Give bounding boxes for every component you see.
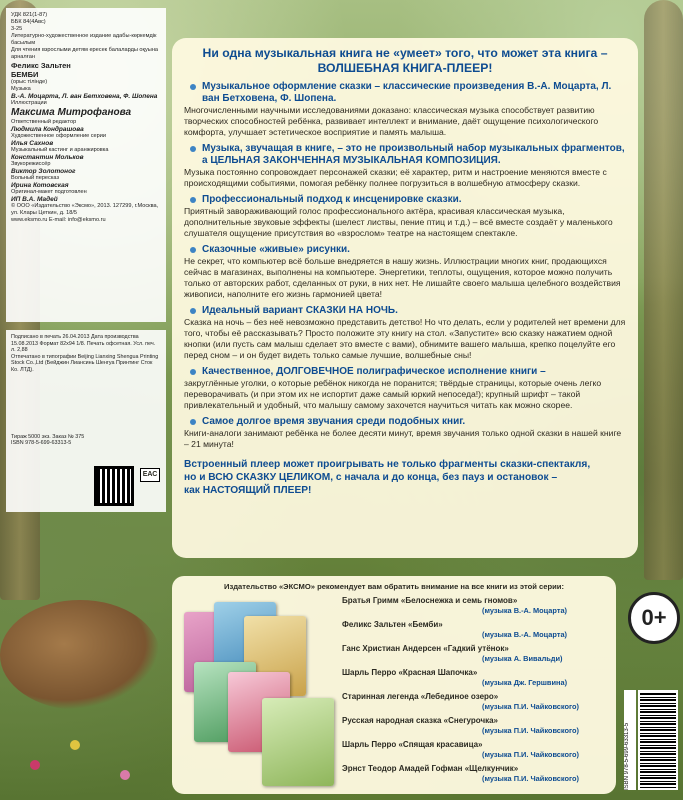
feature-item bbox=[184, 143, 626, 189]
printing-info-block bbox=[6, 330, 166, 512]
feature-text: Приятный завораживающий голос профессионального актёра, красивая классическая музыка, дополнительные звуковые эффекты (шелест листвы, пение птиц и т.д.) – всё вместе создаёт у маленького слушателя ощущение присутствия во «взрослом» театре на настоящем спектакле. bbox=[184, 206, 613, 238]
bbk-code: ББК 84(4Авс) bbox=[11, 19, 46, 25]
feature-title: Музыка, звучащая в книге, – это не произвольный набор музыкальных фрагментов, а ЦЕЛЬНАЯ ЗАКОНЧЕННАЯ МУЗЫКАЛЬНАЯ КОМПОЗИЦИЯ. bbox=[184, 143, 626, 167]
imprint-cast: Константин Мольков bbox=[11, 154, 84, 161]
imprint-publisher: © ООО «Издательство «Эксмо», 2013. 127299, г.Москва, ул. Клары Цеткин, д. 18/5 bbox=[11, 203, 159, 216]
illustrations-label: Иллюстрации bbox=[11, 100, 47, 106]
book-covers-stack bbox=[184, 602, 334, 788]
series-item bbox=[342, 716, 612, 740]
feature-item bbox=[184, 416, 626, 450]
promo-heading: Издательство «ЭКСМО» рекомендует вам обратить внимание на все книги из этой серии: bbox=[223, 582, 565, 591]
imprint-composers: В.-А. Моцарта, Л. ван Бетховена, Ф. Шопена bbox=[11, 93, 158, 100]
series-title: Братья Гримм «Белоснежка и семь гномов» bbox=[342, 596, 518, 605]
imprint-site: www.eksmo.ru E-mail: info@eksmo.ru bbox=[11, 217, 106, 223]
tree-trunk-right bbox=[644, 0, 683, 580]
player-note-line-1: Встроенный плеер может проигрывать не только фрагменты сказки-спектакля, bbox=[184, 459, 591, 470]
series-item bbox=[342, 644, 612, 668]
series-music: (музыка В.-А. Моцарта) bbox=[482, 606, 568, 615]
series-promo-panel bbox=[172, 576, 616, 794]
series-music: (музыка В.-А. Моцарта) bbox=[482, 630, 568, 639]
feature-item bbox=[184, 244, 626, 300]
player-note-line-2: но и ВСЮ СКАЗКУ ЦЕЛИКОМ, с начала и до конца, без пауз и остановок – bbox=[184, 472, 558, 483]
player-note-line-3: как НАСТОЯЩИЙ ПЛЕЕР! bbox=[184, 485, 312, 496]
retell-label: Вольный пересказ bbox=[11, 175, 60, 181]
imprint-title: БЕМБИ bbox=[11, 70, 39, 79]
imprint-sound: Виктор Золотоног bbox=[11, 168, 76, 175]
imprint-art: Илья Сахнов bbox=[11, 140, 54, 147]
art-label: Художественное оформление серии bbox=[11, 133, 107, 139]
headline-line-1: Ни одна музыкальная книга не «умеет» того, что может эта книга – bbox=[202, 46, 608, 60]
imprint-illustrator: Максима Митрофанова bbox=[11, 107, 132, 118]
flower-decoration bbox=[30, 760, 40, 770]
series-item bbox=[342, 668, 612, 692]
series-item bbox=[342, 692, 612, 716]
isbn-info: ISBN 978-5-699-63313-5 bbox=[11, 440, 72, 447]
feature-title: Идеальный вариант СКАЗКИ НА НОЧЬ. bbox=[184, 305, 626, 317]
cast-label: Музыкальный кастинг и аранжировка bbox=[11, 147, 109, 153]
series-music: (музыка П.И. Чайковского) bbox=[482, 774, 579, 783]
series-title: Русская народная сказка «Снегурочка» bbox=[342, 716, 498, 725]
imprint-block bbox=[6, 8, 166, 322]
barcode-isbn-text: ISBN 978-5-699-63313-5 bbox=[624, 690, 636, 790]
feature-title: Музыкальное оформление сказки – классические произведения В.-А. Моцарта, Л. ван Бетховена, Ф. Шопена. bbox=[184, 81, 626, 105]
series-title: Шарль Перро «Спящая красавица» bbox=[342, 740, 483, 749]
series-item bbox=[342, 620, 612, 644]
series-music: (музыка П.И. Чайковского) bbox=[482, 726, 579, 735]
music-label: Музыка bbox=[11, 86, 31, 92]
feature-title: Самое долгое время звучания среди подобных книг. bbox=[184, 416, 626, 428]
features-panel bbox=[172, 38, 638, 558]
series-title: Ганс Христиан Андерсен «Гадкий утёнок» bbox=[342, 644, 509, 653]
udk-code: УДК 821(1-87) bbox=[11, 12, 48, 18]
printer-info: Отпечатано в типографии Beijing Lianxing Shengua Printing Stock Co.,Ltd (Бейджин Лиансинь Шенгуа Принтинг Сток Ко. ЛТД). bbox=[11, 353, 159, 373]
headline bbox=[184, 46, 626, 76]
feature-text: Книги-аналоги занимают ребёнка не более десяти минут, время звучания только одной сказки в нашей книге – 21 минута! bbox=[184, 428, 622, 449]
sound-label: Звукорежиссёр bbox=[11, 161, 51, 167]
age-rating-badge: 0+ bbox=[628, 592, 680, 644]
series-title: Эрнст Теодор Амадей Гофман «Щелкунчик» bbox=[342, 764, 519, 773]
layout-label: Оригинал-макет подготовлен bbox=[11, 189, 87, 195]
feature-text: Музыка постоянно сопровождает персонажей сказки; её характер, ритм и настроение меняются вместе с происходящими событиями, помогая ребёнку полнее погрузиться в волшебную атмосферу сказки. bbox=[184, 167, 607, 188]
series-music: (музыка П.И. Чайковского) bbox=[482, 702, 579, 711]
player-note bbox=[184, 458, 626, 497]
flower-decoration bbox=[70, 740, 80, 750]
series-music: (музыка А. Вивальди) bbox=[482, 654, 563, 663]
age-note: Для чтения взрослыми детям ересек балаларды оқуына арналған bbox=[11, 47, 159, 60]
series-item bbox=[342, 740, 612, 764]
feature-text: закруглённые уголки, о которые ребёнок никогда не поранится; твёрдые страницы, которые очень легко переворачивать (и при этом их не испортит даже самый юркий непоседа!); крупный шрифт – такой привлекательный и удобный, что малышу самому захочется научиться читать как можно скорее. bbox=[184, 378, 602, 410]
imprint-layout: ИП В.А. Мадей bbox=[11, 196, 58, 203]
qr-code bbox=[94, 466, 134, 506]
eac-mark: ЕАС bbox=[140, 468, 160, 482]
feature-title: Профессиональный подход к инсценировке сказки. bbox=[184, 194, 626, 206]
printing-info: Подписано в печать 26.04.2013 Дата производства 15.08.2013 Формат 82х94 1/8. Печать офсетная. Усл. печ. л. 2,88 bbox=[11, 334, 156, 354]
imprint-author: Феликс Зальтен bbox=[11, 61, 71, 70]
deer-illustration bbox=[0, 600, 160, 710]
series-music: (музыка Дж. Гершвина) bbox=[482, 678, 568, 687]
series-title: Старинная легенда «Лебединое озеро» bbox=[342, 692, 499, 701]
series-title: Шарль Перро «Красная Шапочка» bbox=[342, 668, 478, 677]
imprint-retell: Ирина Котовская bbox=[11, 182, 69, 189]
copies-info: Тираж 5000 экз. Заказ № 375 bbox=[11, 433, 85, 440]
feature-item bbox=[184, 305, 626, 361]
author-code: 3-25 bbox=[11, 26, 23, 32]
barcode bbox=[638, 690, 678, 790]
imprint-title-note: (орыс тілінде) bbox=[11, 79, 48, 85]
flower-decoration bbox=[120, 770, 130, 780]
editor-label: Ответственный редактор bbox=[11, 119, 77, 125]
feature-text: Сказка на ночь – без неё невозможно представить детство! Но что делать, если у родителей нет времени для того, чтобы её рассказывать? Просто положите эту книгу на стол. «Запустите» всю сказку нажатием одной кнопки (или пусть сам малыш сделает это вместе с вами), обнимите вашего малыша, крепко поцелуйте его перед сном – и он будет видеть только самые лучшие, волшебные сны! bbox=[184, 317, 626, 360]
imprint-editor: Людмила Кондрашова bbox=[11, 126, 84, 133]
series-title: Феликс Зальтен «Бемби» bbox=[342, 620, 443, 629]
series-list bbox=[342, 596, 612, 788]
feature-item bbox=[184, 81, 626, 138]
series-item bbox=[342, 596, 612, 620]
feature-text: Многочисленными научными исследованиями доказано: классическая музыка способствует развитию творческих способностей ребёнка, развивает интеллект и внимание, даёт ощущение психологического комфорта, улучшает эстетическое восприятие и память малыша. bbox=[184, 105, 599, 137]
series-item bbox=[342, 764, 612, 788]
book-cover bbox=[262, 698, 334, 786]
feature-text: Не секрет, что компьютер всё больше внедряется в нашу жизнь. Иллюстрации многих книг, продающихся сейчас в магазинах, выполнены на компьютере. Энергетики, теплоты, ощущения, которое можно получить только от авторских работ, сделанных от руки, в них нет. Не лишайте своего малыша целебного воздействия живописи, наполните его жизнь гармонией цвета! bbox=[184, 256, 621, 299]
feature-item bbox=[184, 194, 626, 239]
headline-line-2: ВОЛШЕБНАЯ КНИГА-ПЛЕЕР! bbox=[317, 61, 493, 75]
feature-title: Сказочные «живые» рисунки. bbox=[184, 244, 626, 256]
series-music: (музыка П.И. Чайковского) bbox=[482, 750, 579, 759]
feature-item bbox=[184, 366, 626, 411]
feature-title: Качественное, ДОЛГОВЕЧНОЕ полиграфическое исполнение книги – bbox=[184, 366, 626, 378]
genre-note: Литературно-художественное издание адабы-көркемдік басылым bbox=[11, 33, 157, 46]
